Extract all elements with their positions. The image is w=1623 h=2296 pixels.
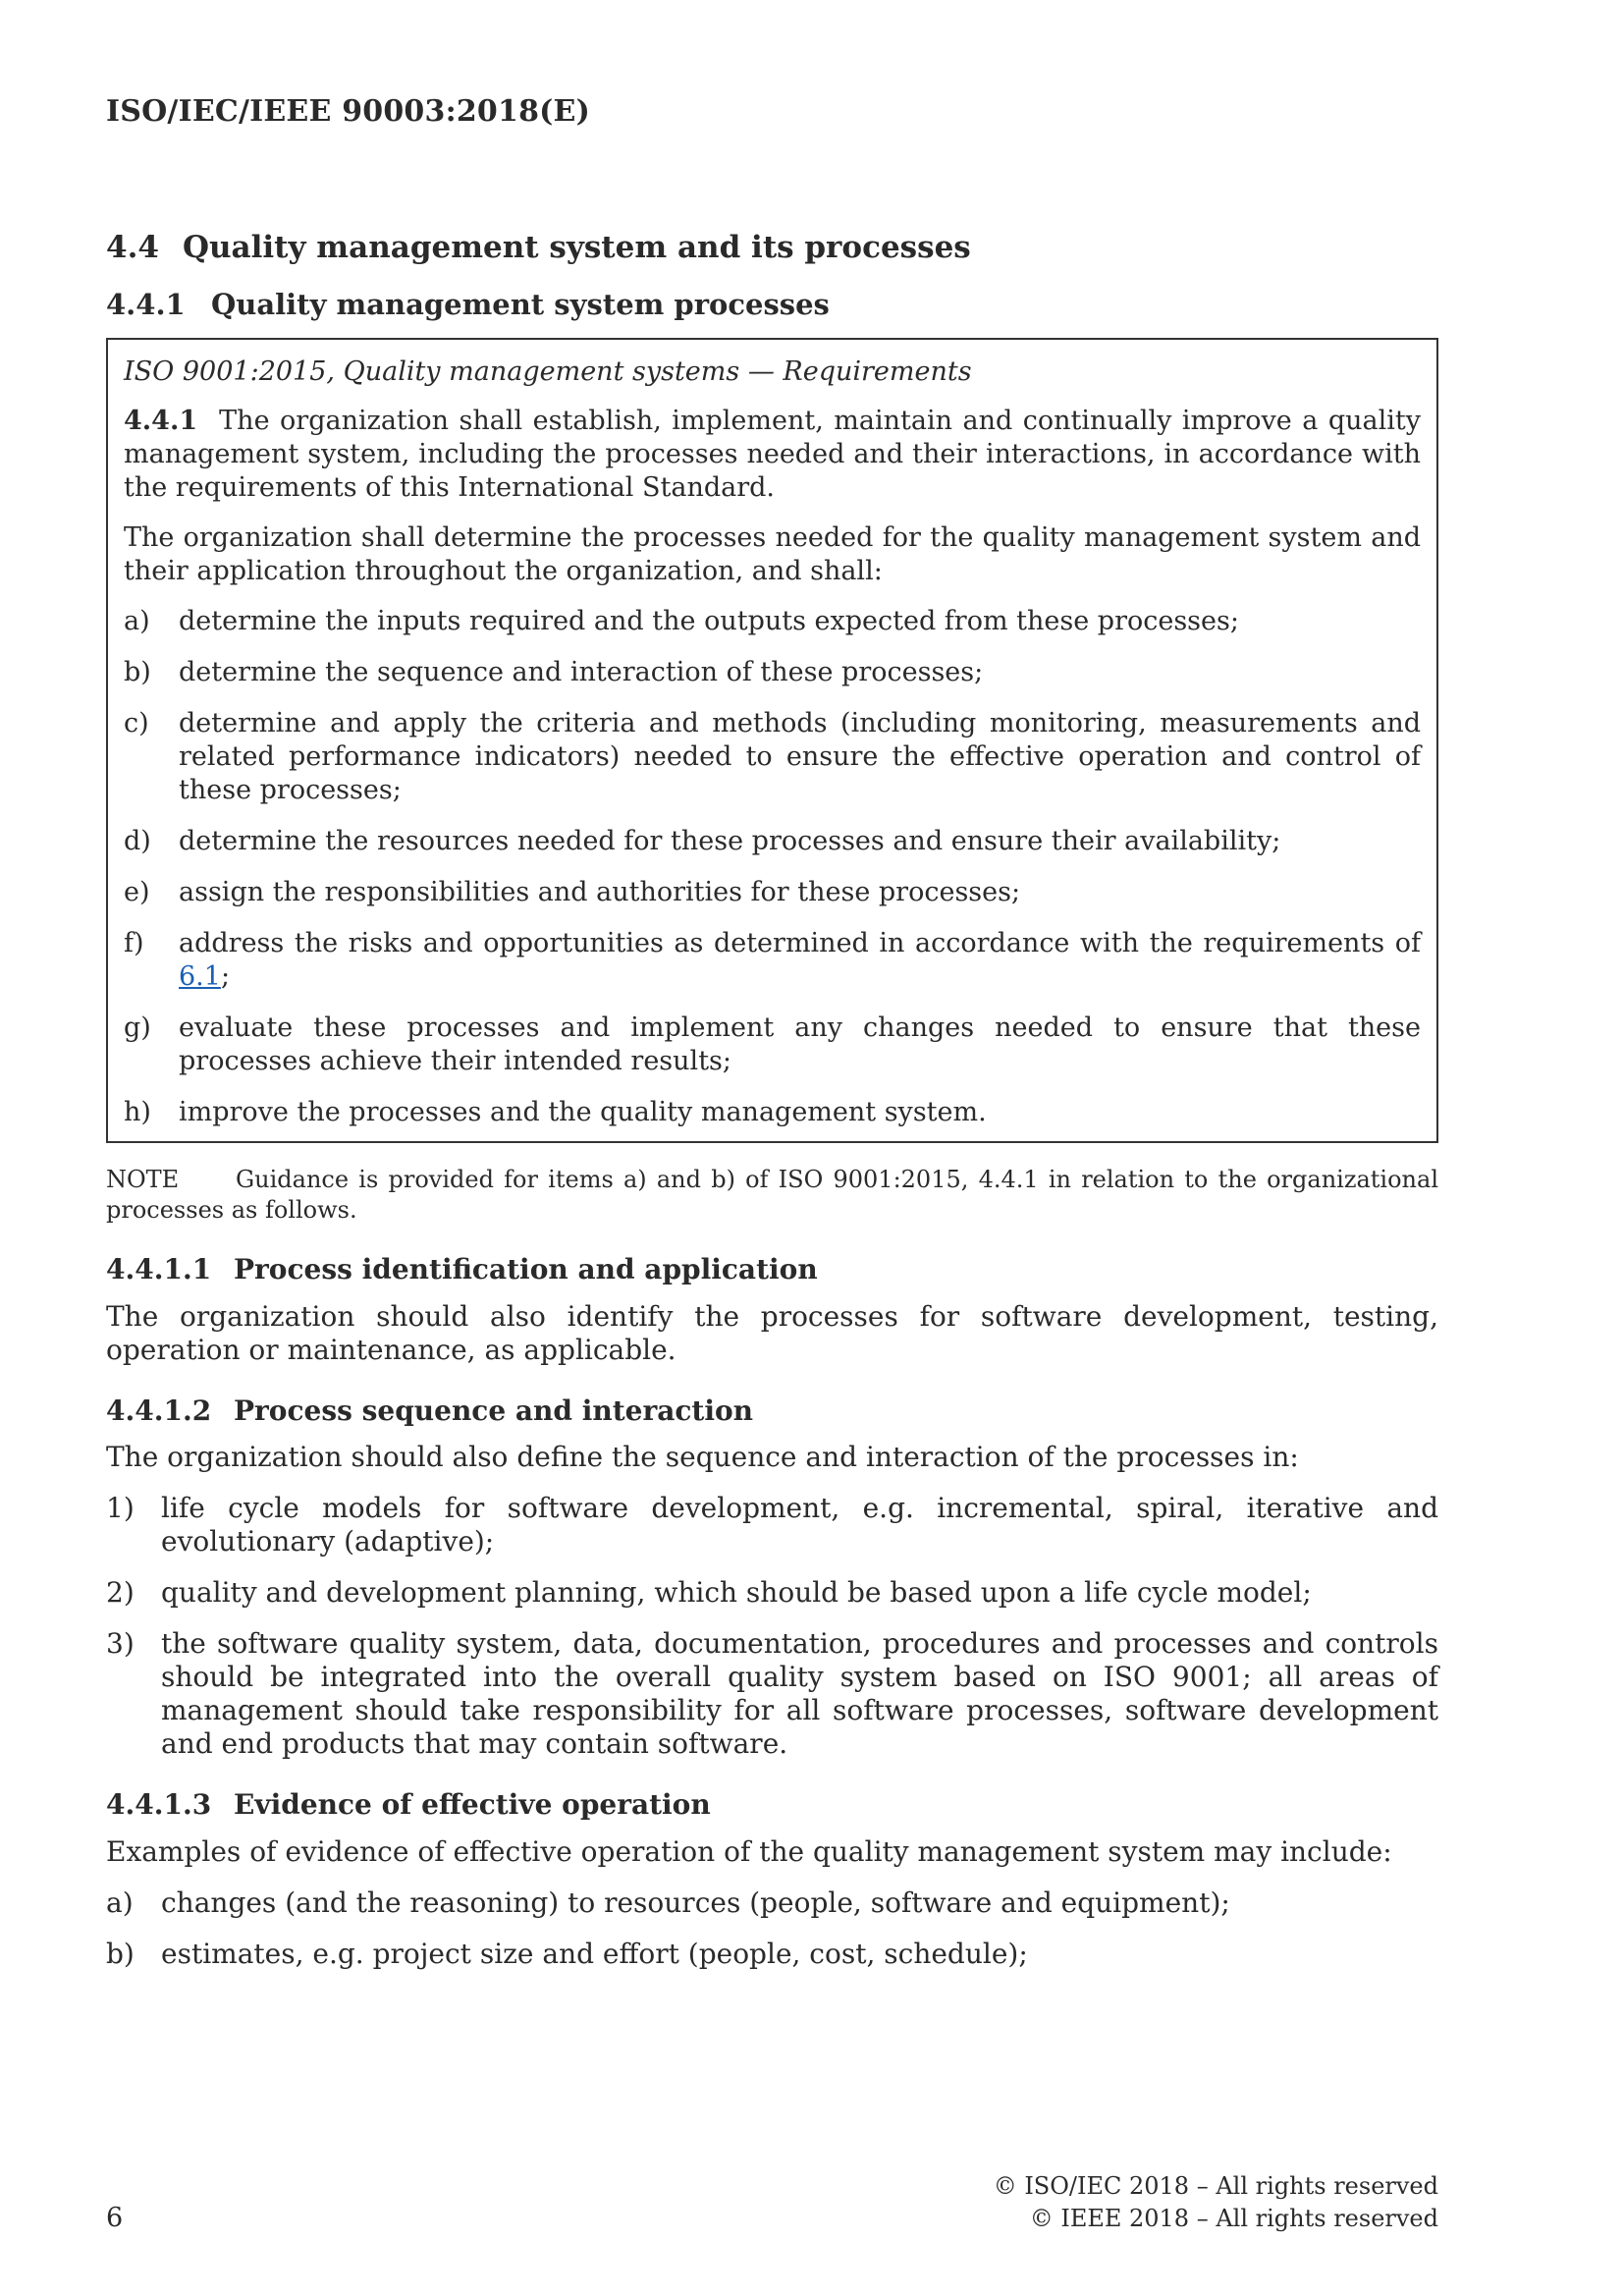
subclause-4-4-1-1-text: The organization should also identify the processes for software development, testing, operation or maintenance, as applicable. [106, 1299, 1438, 1366]
list-item [124, 927, 1421, 994]
quote-list [124, 605, 1421, 1129]
list-item-text [179, 927, 1421, 994]
list-item-label: a) [106, 1886, 134, 1919]
list-item [124, 1011, 1421, 1078]
list-item-text: determine the resources needed for these processes and ensure their availability; [179, 825, 1281, 856]
clause-6-1-link[interactable]: 6.1 [179, 960, 221, 992]
list-item-text: determine the sequence and interaction of these processes; [179, 656, 984, 687]
list-item [106, 1938, 1438, 1971]
subclause-heading-4-4-1-2 [106, 1394, 1438, 1428]
list-item [124, 876, 1421, 909]
list-item-label: h) [124, 1096, 151, 1127]
quote-paragraph-1 [124, 405, 1421, 505]
list-item-punctuation: ; [220, 960, 231, 992]
list-item-label: e) [124, 876, 150, 907]
list-item [124, 656, 1421, 689]
note-text: Guidance is provided for items a) and b) of ISO 9001:2015, 4.4.1 in relation to the organizational processes as follows. [106, 1165, 1438, 1224]
list-item-text-main: address the risks and opportunities as determined in accordance with the requirements of [179, 927, 1421, 958]
list-item-text: assign the responsibilities and authorities for these processes; [179, 876, 1021, 907]
list-item-text: improve the processes and the quality management system. [179, 1096, 987, 1127]
list-item-text: evaluate these processes and implement any changes needed to ensure that these processes achieve their intended results; [179, 1011, 1421, 1076]
page-number: 6 [106, 2203, 124, 2233]
list-item-text: changes (and the reasoning) to resources (people, software and equipment); [161, 1886, 1230, 1919]
section-heading [106, 230, 1438, 266]
subclause-title: Process identification and application [234, 1252, 818, 1285]
evidence-list [106, 1886, 1438, 1971]
list-item-label: f) [124, 927, 144, 958]
subclause-number: 4.4.1.3 [106, 1788, 212, 1822]
document-identifier: ISO/IEC/IEEE 90003:2018(E) [106, 94, 590, 129]
list-item [124, 1096, 1421, 1129]
list-item-text: life cycle models for software development, e.g. incremental, spiral, iterative and evolutionary (adaptive); [161, 1492, 1438, 1558]
list-item-text: quality and development planning, which should be based upon a life cycle model; [161, 1576, 1312, 1610]
list-item-label: a) [124, 605, 150, 636]
subsection-title: Quality management system processes [211, 288, 830, 322]
subclause-heading-4-4-1-3 [106, 1788, 1438, 1822]
list-item [124, 605, 1421, 638]
list-item-label: 2) [106, 1576, 135, 1610]
subclause-number: 4.4.1.1 [106, 1252, 212, 1285]
subclause-title: Process sequence and interaction [234, 1394, 754, 1427]
list-item-label: d) [124, 825, 151, 856]
page-content [106, 230, 1438, 1989]
subclause-title: Evidence of effective operation [234, 1788, 711, 1822]
list-item [106, 1627, 1438, 1761]
list-item-label: c) [124, 707, 149, 738]
quote-paragraph-1-text: The organization shall establish, implement, maintain and continually improve a quality management system, including the processes needed and their interactions, in accordance with the requirements of this International Standard. [124, 405, 1421, 503]
list-item [124, 825, 1421, 858]
process-sequence-list [106, 1492, 1438, 1761]
list-item-text: the software quality system, data, documentation, procedures and processes and controls should be integrated into the overall quality system based on ISO 9001; all areas of management should take responsibility for all software processes, software development and end products that may contain software. [161, 1627, 1438, 1761]
list-item-label: b) [106, 1937, 135, 1970]
list-item-label: 1) [106, 1492, 135, 1525]
quote-paragraph-2: The organization shall determine the processes needed for the quality management system and their application throughout the organization, and shall: [124, 521, 1421, 586]
quote-source: ISO 9001:2015, Quality management systems — Requirements [124, 355, 972, 387]
list-item [106, 1886, 1438, 1920]
list-item-text: estimates, e.g. project size and effort (people, cost, schedule); [161, 1937, 1028, 1970]
list-item [124, 707, 1421, 807]
subsection-heading [106, 288, 1438, 322]
list-item [106, 1492, 1438, 1558]
note [106, 1165, 1438, 1226]
list-item-label: g) [124, 1011, 151, 1043]
section-number: 4.4 [106, 230, 159, 265]
list-item-text: determine and apply the criteria and methods (including monitoring, measurements and related performance indicators) needed to ensure the effective operation and control of these processes; [179, 707, 1421, 805]
copyright-footer [994, 2170, 1438, 2235]
copyright-iso: © ISO/IEC 2018 – All rights reserved [993, 2172, 1438, 2200]
quote-clause-number: 4.4.1 [124, 405, 198, 436]
subclause-number: 4.4.1.2 [106, 1394, 212, 1427]
subclause-heading-4-4-1-1 [106, 1253, 1438, 1286]
subclause-4-4-1-3-intro: Examples of evidence of effective operation of the quality management system may include: [106, 1834, 1392, 1868]
list-item [106, 1576, 1438, 1610]
list-item-label: b) [124, 656, 151, 687]
section-title: Quality management system and its processes [183, 230, 971, 265]
subclause-4-4-1-2-intro: The organization should also define the sequence and interaction of the processes in: [106, 1441, 1299, 1474]
iso-9001-quote-box [106, 338, 1438, 1143]
note-label: NOTE [106, 1165, 180, 1193]
subsection-number: 4.4.1 [106, 288, 186, 322]
list-item-label: 3) [106, 1627, 135, 1661]
copyright-ieee: © IEEE 2018 – All rights reserved [1029, 2205, 1438, 2232]
list-item-text: determine the inputs required and the outputs expected from these processes; [179, 605, 1239, 636]
